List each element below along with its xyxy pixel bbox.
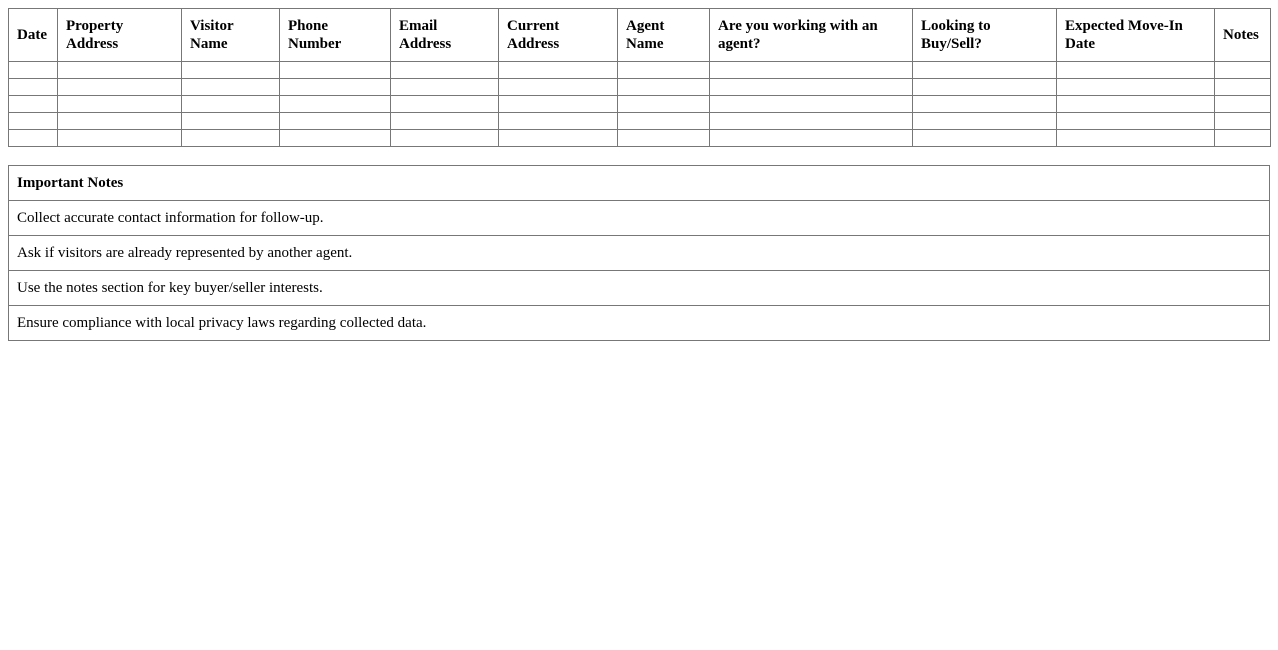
table-cell[interactable]	[391, 96, 499, 113]
column-header-date: Date	[9, 9, 58, 62]
table-cell[interactable]	[58, 96, 182, 113]
table-cell[interactable]	[280, 96, 391, 113]
table-cell[interactable]	[499, 113, 618, 130]
table-cell[interactable]	[913, 96, 1057, 113]
table-cell[interactable]	[9, 62, 58, 79]
notes-heading-row	[9, 166, 1270, 201]
table-cell[interactable]	[391, 79, 499, 96]
table-cell[interactable]	[280, 62, 391, 79]
table-cell[interactable]	[913, 62, 1057, 79]
table-cell[interactable]	[499, 130, 618, 147]
table-row	[9, 96, 1271, 113]
table-cell[interactable]	[499, 79, 618, 96]
table-cell[interactable]	[710, 79, 913, 96]
table-cell[interactable]	[9, 79, 58, 96]
header-row	[9, 9, 1271, 62]
table-cell[interactable]	[1057, 62, 1215, 79]
table-cell[interactable]	[9, 113, 58, 130]
table-row	[9, 130, 1271, 147]
table-cell[interactable]	[1215, 113, 1271, 130]
important-notes-heading: Important Notes	[9, 166, 1270, 201]
table-cell[interactable]	[58, 113, 182, 130]
column-header-working-with-agent: Are you working with an agent?	[710, 9, 913, 62]
table-cell[interactable]	[913, 79, 1057, 96]
note-item: Collect accurate contact information for follow-up.	[9, 201, 1270, 236]
table-cell[interactable]	[1215, 96, 1271, 113]
table-cell[interactable]	[1057, 130, 1215, 147]
note-row	[9, 236, 1270, 271]
note-row	[9, 271, 1270, 306]
table-cell[interactable]	[58, 130, 182, 147]
important-notes-table	[8, 165, 1270, 341]
table-cell[interactable]	[280, 130, 391, 147]
table-cell[interactable]	[1215, 130, 1271, 147]
table-cell[interactable]	[58, 62, 182, 79]
column-header-property-address: Property Address	[58, 9, 182, 62]
table-cell[interactable]	[182, 62, 280, 79]
table-cell[interactable]	[9, 96, 58, 113]
note-item: Ensure compliance with local privacy laws regarding collected data.	[9, 306, 1270, 341]
table-cell[interactable]	[182, 96, 280, 113]
table-cell[interactable]	[9, 130, 58, 147]
column-header-agent-name: Agent Name	[618, 9, 710, 62]
table-cell[interactable]	[391, 62, 499, 79]
table-cell[interactable]	[1057, 113, 1215, 130]
table-cell[interactable]	[618, 79, 710, 96]
table-cell[interactable]	[58, 79, 182, 96]
table-cell[interactable]	[391, 130, 499, 147]
column-header-buy-sell: Looking to Buy/Sell?	[913, 9, 1057, 62]
table-body	[9, 62, 1271, 147]
note-row	[9, 201, 1270, 236]
column-header-current-address: Current Address	[499, 9, 618, 62]
open-house-signin-table	[8, 8, 1271, 147]
table-cell[interactable]	[499, 62, 618, 79]
table-cell[interactable]	[1215, 62, 1271, 79]
table-cell[interactable]	[280, 79, 391, 96]
note-item: Ask if visitors are already represented by another agent.	[9, 236, 1270, 271]
table-cell[interactable]	[499, 96, 618, 113]
table-cell[interactable]	[391, 113, 499, 130]
table-cell[interactable]	[710, 130, 913, 147]
table-cell[interactable]	[618, 130, 710, 147]
table-cell[interactable]	[1215, 79, 1271, 96]
table-cell[interactable]	[710, 96, 913, 113]
table-cell[interactable]	[280, 113, 391, 130]
table-cell[interactable]	[182, 113, 280, 130]
table-row	[9, 113, 1271, 130]
column-header-email-address: Email Address	[391, 9, 499, 62]
table-cell[interactable]	[618, 96, 710, 113]
table-row	[9, 62, 1271, 79]
column-header-move-in-date: Expected Move-In Date	[1057, 9, 1215, 62]
table-cell[interactable]	[182, 130, 280, 147]
table-cell[interactable]	[618, 62, 710, 79]
table-cell[interactable]	[710, 62, 913, 79]
table-row	[9, 79, 1271, 96]
table-cell[interactable]	[618, 113, 710, 130]
note-item: Use the notes section for key buyer/seller interests.	[9, 271, 1270, 306]
column-header-visitor-name: Visitor Name	[182, 9, 280, 62]
table-cell[interactable]	[913, 130, 1057, 147]
table-cell[interactable]	[1057, 96, 1215, 113]
column-header-notes: Notes	[1215, 9, 1271, 62]
table-header	[9, 9, 1271, 62]
table-cell[interactable]	[710, 113, 913, 130]
table-cell[interactable]	[1057, 79, 1215, 96]
column-header-phone-number: Phone Number	[280, 9, 391, 62]
table-cell[interactable]	[913, 113, 1057, 130]
note-row	[9, 306, 1270, 341]
table-cell[interactable]	[182, 79, 280, 96]
